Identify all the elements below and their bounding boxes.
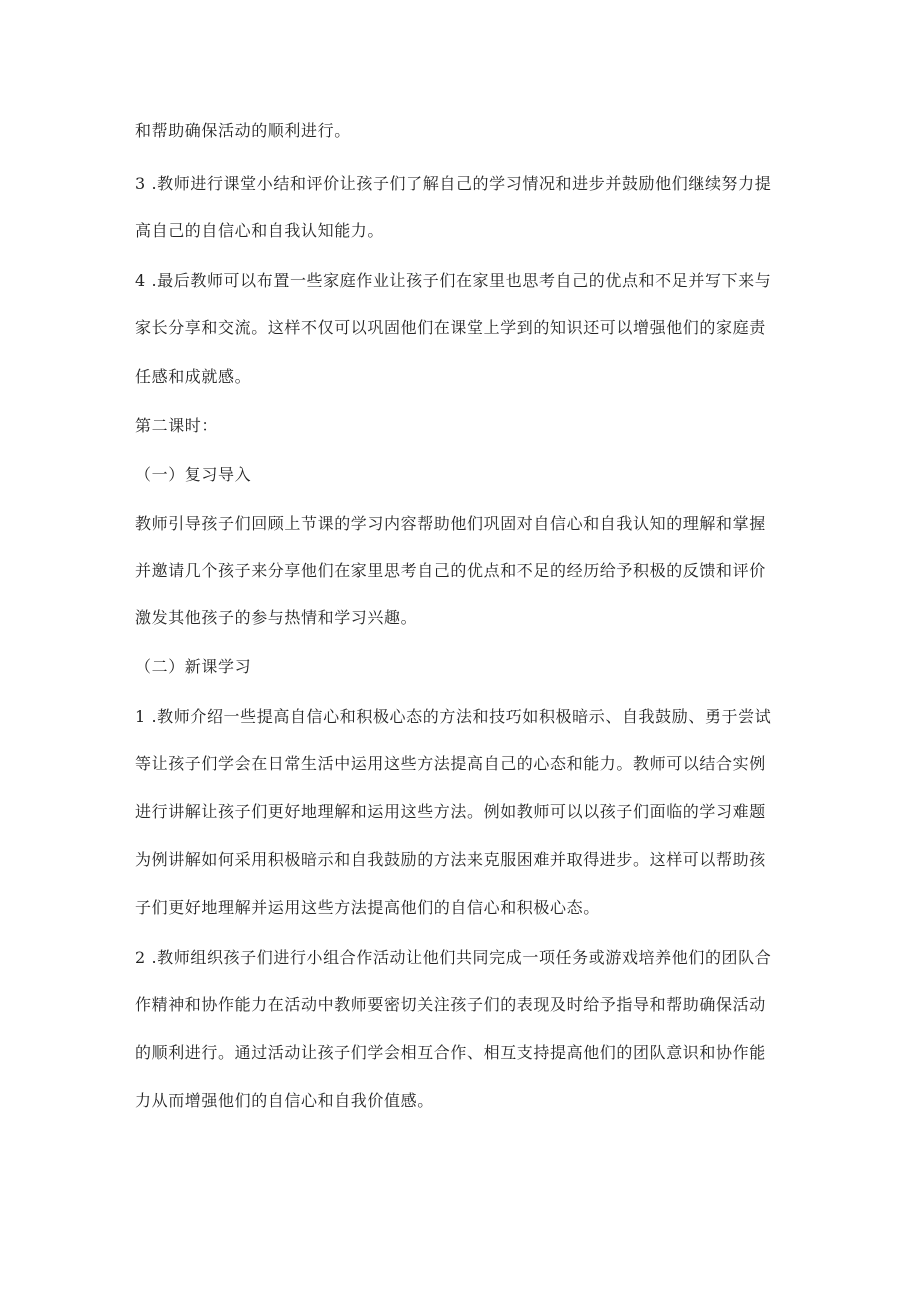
text-line: 为例讲解如何采用积极暗示和自我鼓励的方法来克服困难并取得进步。这样可以帮助孩 [135,850,766,869]
section-heading: 第二课时： [135,416,219,435]
text-line: 力从而增强他们的自信心和自我价值感。 [135,1091,434,1110]
subsection-heading: （二）新课学习 [135,657,252,676]
text-line: 家长分享和交流。这样不仅可以巩固他们在课堂上学到的知识还可以增强他们的家庭责 [135,318,766,337]
subsection-heading: （一）复习导入 [135,465,252,484]
text-line: 1 .教师介绍一些提高自信心和积极心态的方法和技巧如积极暗示、自我鼓励、勇于尝试 [135,707,772,726]
text-line: 和帮助确保活动的顺利进行。 [135,121,351,140]
text-line: 并邀请几个孩子来分享他们在家里思考自己的优点和不足的经历给予积极的反馈和评价 [135,561,766,580]
text-line: 任感和成就感。 [135,367,252,386]
text-line: 进行讲解让孩子们更好地理解和运用这些方法。例如教师可以以孩子们面临的学习难题 [135,802,766,821]
text-line: 高自己的自信心和自我认知能力。 [135,221,385,240]
text-line: 作精神和协作能力在活动中教师要密切关注孩子们的表现及时给予指导和帮助确保活动 [135,995,766,1014]
text-line: 等让孩子们学会在日常生活中运用这些方法提高自己的心态和能力。教师可以结合实例 [135,754,766,773]
text-line: 4 .最后教师可以布置一些家庭作业让孩子们在家里也思考自己的优点和不足并写下来与 [135,271,772,290]
text-line: 2 .教师组织孩子们进行小组合作活动让他们共同完成一项任务或游戏培养他们的团队合 [135,948,772,967]
text-line: 的顺利进行。通过活动让孩子们学会相互合作、相互支持提高他们的团队意识和协作能 [135,1043,766,1062]
text-line: 子们更好地理解并运用这些方法提高他们的自信心和积极心态。 [135,898,600,917]
text-line: 3 .教师进行课堂小结和评价让孩子们了解自己的学习情况和进步并鼓励他们继续努力提 [135,174,772,193]
text-line: 激发其他孩子的参与热情和学习兴趣。 [135,608,418,627]
text-line: 教师引导孩子们回顾上节课的学习内容帮助他们巩固对自信心和自我认知的理解和掌握 [135,514,766,533]
